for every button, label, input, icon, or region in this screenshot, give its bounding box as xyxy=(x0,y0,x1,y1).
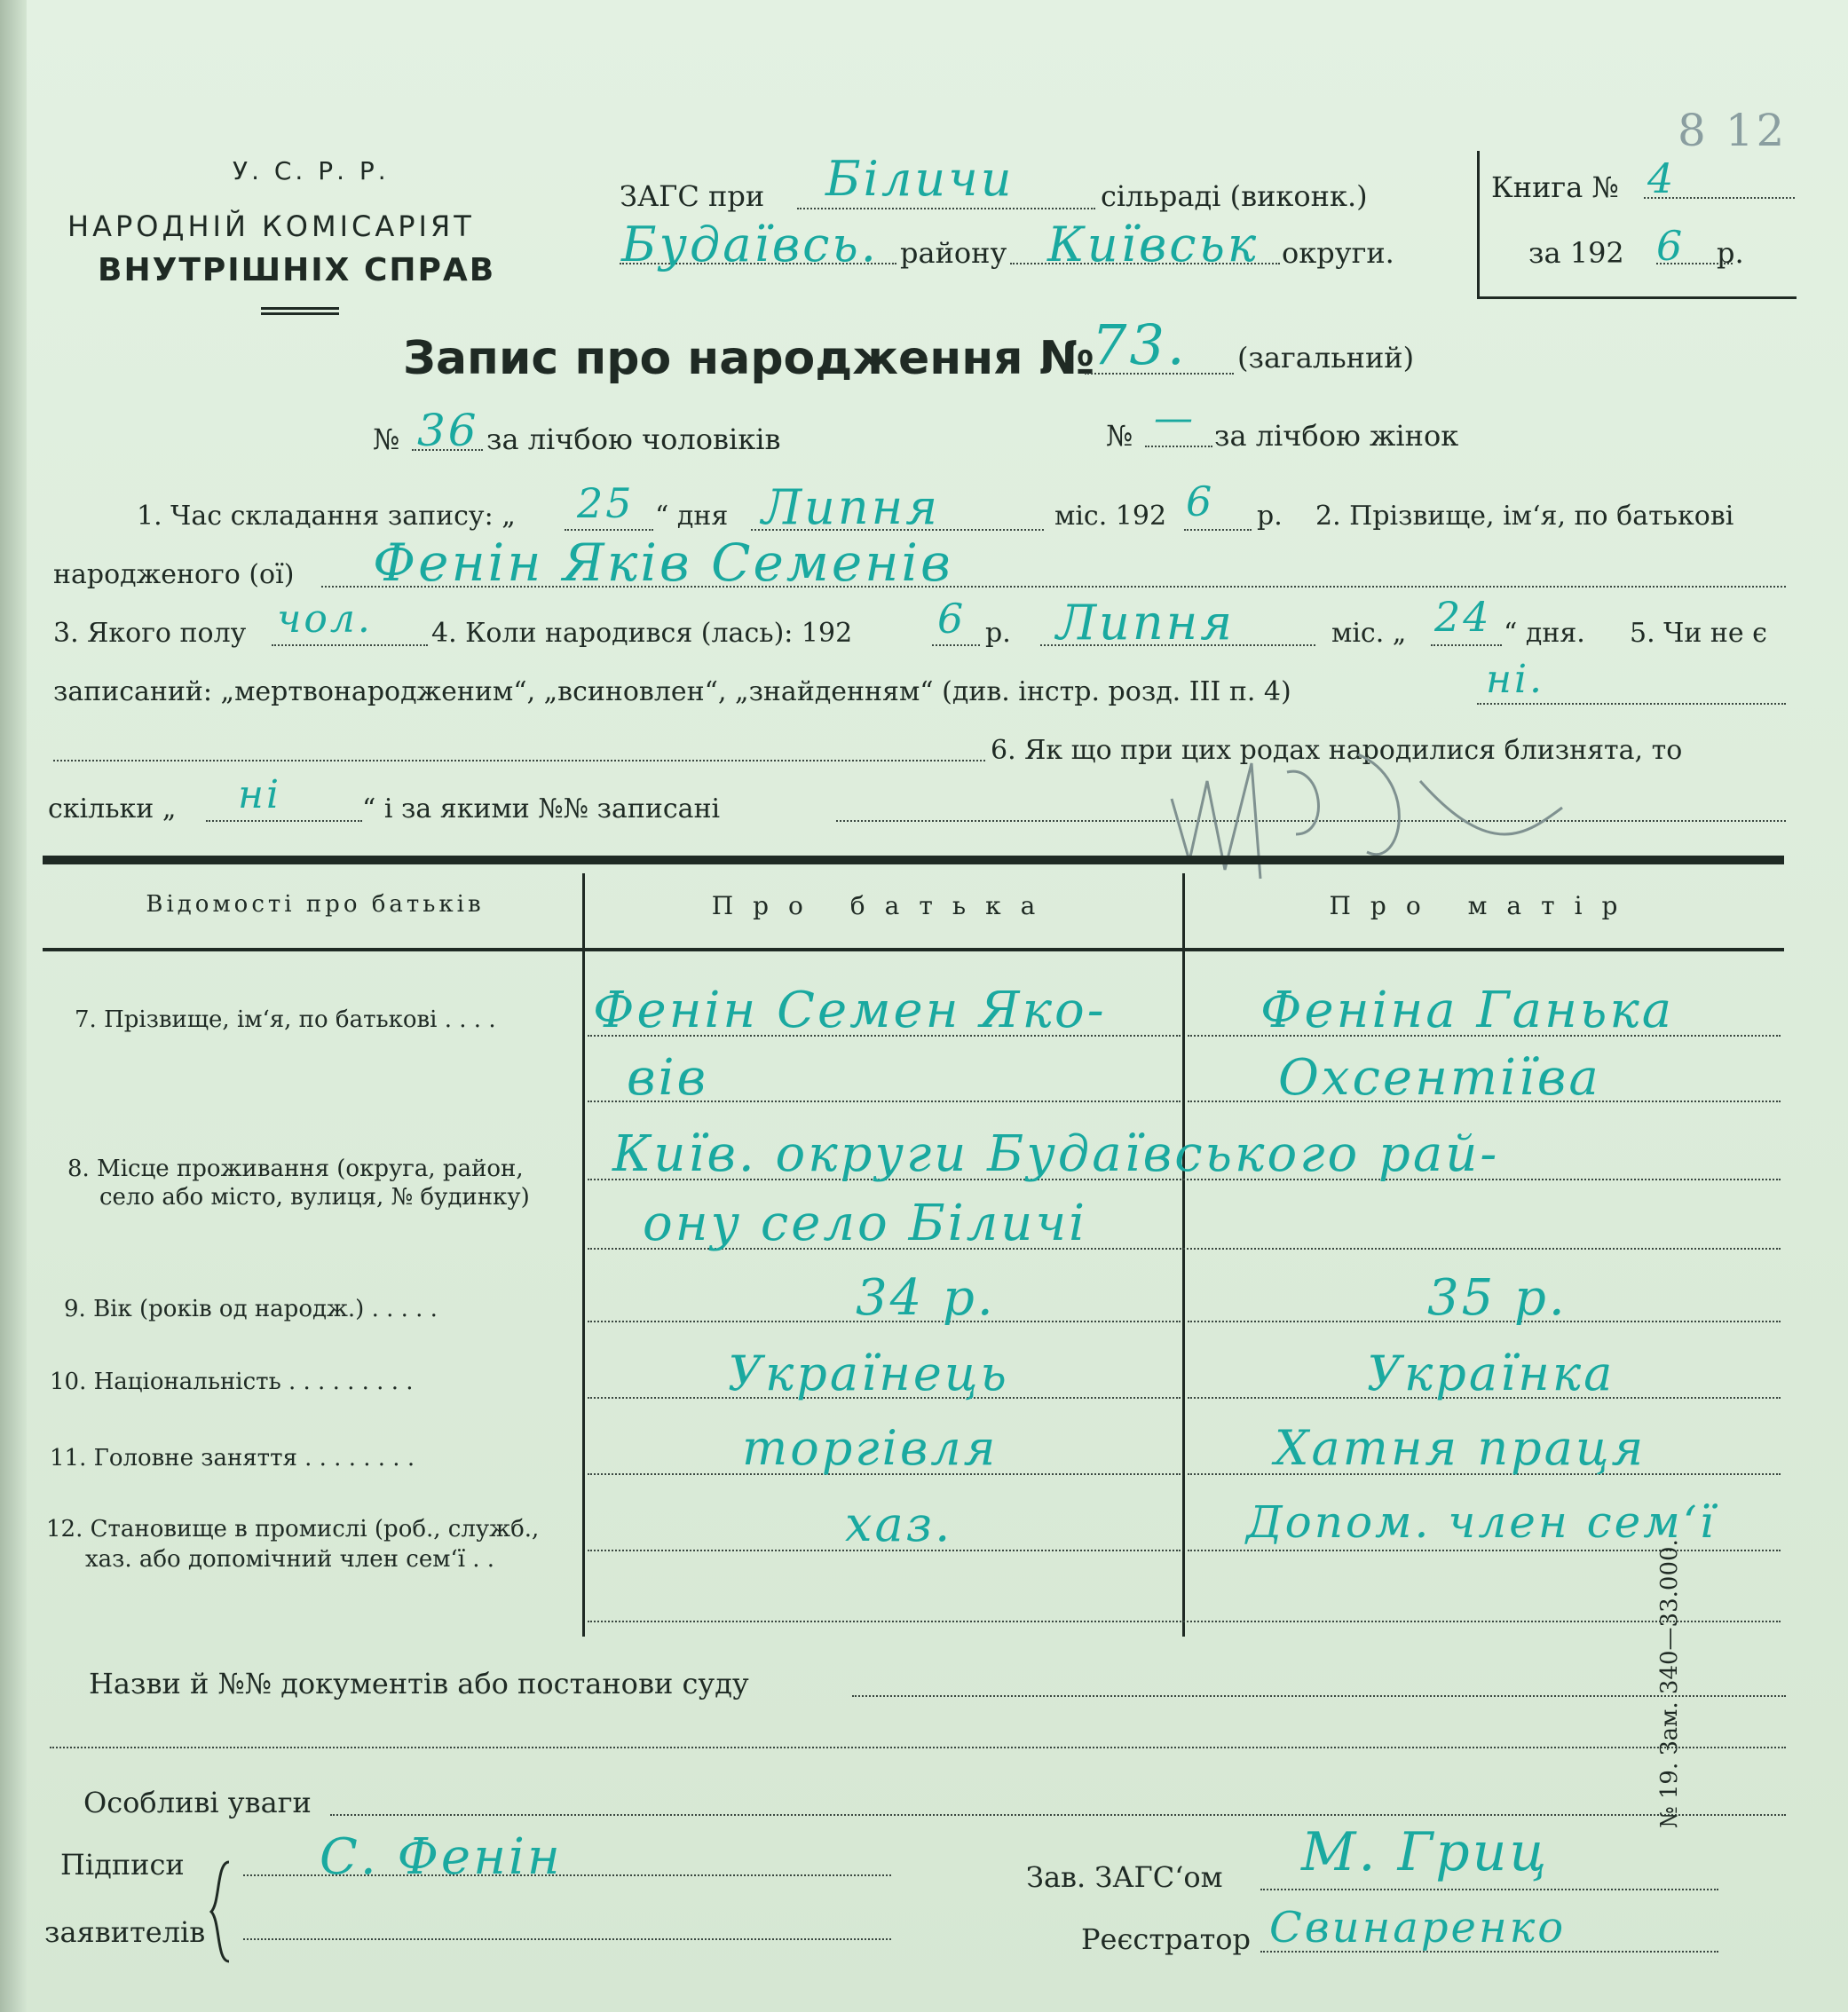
zags-handwritten: Біличи xyxy=(825,151,1015,207)
book-box-left xyxy=(1477,151,1480,298)
head-signature: М. Гриц xyxy=(1301,1821,1550,1883)
men-no-label: № xyxy=(373,422,400,456)
applicant-line-2 xyxy=(243,1938,891,1940)
row-8-label-2: село або місто, вулиця, № будинку) xyxy=(99,1184,530,1211)
field-4-dnya: “ дня. xyxy=(1504,618,1585,649)
women-line xyxy=(1145,446,1212,447)
record-number-handwritten: 73. xyxy=(1092,312,1188,377)
notes-label: Особливі уваги xyxy=(83,1786,312,1819)
field-5-line2: записаний: „мертвонародженим“, „всиновлен“, „знайденням“ (див. інстр. розд. III п. 4) xyxy=(53,676,1291,707)
row-12-mother: Допом. член сем‘ї xyxy=(1246,1496,1717,1548)
rayon-handwritten: Будаївсь. xyxy=(621,217,879,272)
registrar-label: Реєстратор xyxy=(1081,1922,1252,1956)
field-1-mis: міс. 192 xyxy=(1054,501,1167,532)
row-8-residence: Київ. округи Будаївського рай- xyxy=(612,1125,1500,1183)
year-handwritten: 6 xyxy=(1656,222,1686,270)
row-7-mother: Феніна Ганька xyxy=(1260,982,1675,1039)
zags-label: ЗАГС при xyxy=(620,179,765,213)
table-col-divider-2 xyxy=(1182,873,1185,1637)
col-parents-header: Відомості про батьків xyxy=(146,891,485,918)
born-label: народженого (ої) xyxy=(53,559,295,590)
row-9-mother: 35 р. xyxy=(1427,1269,1568,1327)
row-8-label: 8. Місце проживання (округа, район, xyxy=(67,1156,524,1182)
docs-line-2 xyxy=(50,1747,1786,1748)
side-print: № 19. Зам. 340—33.000. xyxy=(1656,1539,1683,1828)
zags-line xyxy=(797,208,1095,209)
women-label: за лічбою жінок xyxy=(1214,419,1459,453)
head-label: Зав. ЗАГС‘ом xyxy=(1026,1860,1223,1894)
year-label: за 192 xyxy=(1528,236,1624,270)
rayonu-label: району xyxy=(900,236,1007,270)
book-label: Книга № xyxy=(1491,170,1619,204)
field-3-label: 3. Якого полу xyxy=(53,618,247,649)
col-mother-header: Про матір xyxy=(1329,891,1638,920)
page-title: Запис про народження № xyxy=(403,332,1095,385)
field-5-label: 5. Чи не є xyxy=(1630,618,1767,649)
row-12-mother-line xyxy=(1188,1550,1781,1551)
ussr-label: У. С. Р. Р. xyxy=(233,156,390,185)
paper-edge xyxy=(0,0,27,2012)
row-7-mother-2: Охсентіїва xyxy=(1278,1049,1601,1107)
zapysani-label: “ і за якими №№ записані xyxy=(362,793,721,825)
row-12-label: 12. Становище в промислі (роб., служб., xyxy=(46,1516,540,1543)
header-rule-2 xyxy=(261,312,339,315)
row-12-father: хаз. xyxy=(845,1496,953,1552)
field-1-label: 1. Час складання запису: „ xyxy=(137,501,516,532)
twins-handwritten: ні xyxy=(238,772,282,817)
okrugy-label: округи. xyxy=(1282,236,1394,270)
row-7-father: Фенін Семен Яко- xyxy=(593,982,1107,1039)
row-9-father: 34 р. xyxy=(856,1269,996,1327)
row-9-label: 9. Вік (років од народж.) . . . . . xyxy=(64,1296,438,1322)
row-10-father: Українець xyxy=(728,1345,1009,1401)
field-1-month-handwritten: Липня xyxy=(762,479,940,535)
field-1-year-line xyxy=(1184,529,1252,531)
docs-line xyxy=(852,1695,1786,1697)
field-4-year-line xyxy=(932,644,980,646)
internal-affairs-label: ВНУТРІШНІХ СПРАВ xyxy=(98,252,496,288)
row-7-father-2: вів xyxy=(627,1049,709,1107)
field-4-day-line xyxy=(1431,644,1502,646)
field-1-r: р. xyxy=(1257,501,1283,532)
pencil-scribble-icon xyxy=(1154,728,1580,905)
skilky-label: скільки „ xyxy=(48,793,177,825)
born-name-handwritten: Фенін Яків Семенів xyxy=(373,533,953,593)
sex-line xyxy=(272,644,428,646)
row-10-label: 10. Національність . . . . . . . . . xyxy=(50,1369,414,1395)
book-handwritten: 4 xyxy=(1647,154,1677,202)
field-5-extra-line xyxy=(53,760,985,761)
registrar-signature: Свинаренко xyxy=(1269,1903,1567,1953)
okrug-handwritten: Київськ xyxy=(1047,217,1260,272)
selradi-label: сільраді (виконк.) xyxy=(1101,179,1368,213)
field-2-label: 2. Прізвище, ім‘я, по батькові xyxy=(1315,501,1734,532)
women-no-label: № xyxy=(1106,419,1133,453)
field-4-month-handwritten: Липня xyxy=(1056,595,1235,651)
men-number-handwritten: 36 xyxy=(417,405,479,456)
docs-label: Назви й №№ документів або постанови суду xyxy=(89,1667,749,1700)
row-11-mother: Хатня праця xyxy=(1275,1420,1647,1476)
corner-pencil-note: 8 12 xyxy=(1678,105,1788,156)
field-1-day-line xyxy=(565,529,653,531)
year-r-label: р. xyxy=(1717,236,1744,270)
row-12-label-2: хаз. або допомічний член сем‘ї . . xyxy=(85,1546,495,1573)
field-1-day-handwritten: 25 xyxy=(577,479,635,527)
field-1-dnya: “ дня xyxy=(655,501,729,532)
field-4-label: 4. Коли народився (лась): 192 xyxy=(431,618,853,649)
table-header-rule xyxy=(43,948,1784,951)
table-extra-line xyxy=(588,1621,1781,1622)
header-rule xyxy=(261,307,339,310)
commissariat-label: НАРОДНІЙ КОМІСАРІЯТ xyxy=(67,209,475,243)
field-4-r: р. xyxy=(985,618,1011,649)
women-number-handwritten: — xyxy=(1154,396,1196,441)
field-1-year-handwritten: 6 xyxy=(1186,477,1215,525)
general-label: (загальний) xyxy=(1237,341,1415,375)
signatures-label: Підписи xyxy=(60,1848,185,1882)
row-11-label: 11. Головне заняття . . . . . . . . xyxy=(50,1445,415,1472)
table-col-divider-1 xyxy=(582,873,585,1637)
field-4-year-handwritten: 6 xyxy=(937,595,967,643)
book-box-bottom xyxy=(1477,296,1797,299)
field-5-handwritten: ні. xyxy=(1486,657,1545,702)
field-4-day-handwritten: 24 xyxy=(1434,593,1492,641)
applicant-signature: С. Фенін xyxy=(320,1828,563,1886)
men-label: за лічбою чоловіків xyxy=(486,422,781,456)
brace-icon xyxy=(208,1858,234,1965)
col-father-header: Про батька xyxy=(711,891,1055,920)
field-6-label: 6. Як що при цих родах народилися близнята, то xyxy=(991,735,1683,766)
row-8-residence-2: ону село Біличі xyxy=(643,1195,1088,1252)
row-7-label: 7. Прізвище, ім‘я, по батькові . . . . xyxy=(75,1006,496,1033)
notes-line xyxy=(330,1814,1786,1816)
applicants-label: заявителів xyxy=(44,1915,206,1949)
twins-line xyxy=(206,820,362,822)
field-5-line xyxy=(1477,703,1786,705)
head-line xyxy=(1260,1889,1718,1890)
row-10-mother: Українка xyxy=(1367,1345,1615,1401)
field-4-mis: міс. „ xyxy=(1331,618,1407,649)
table-top-rule xyxy=(43,856,1784,864)
row-11-father: торгівля xyxy=(742,1420,999,1476)
sex-handwritten: чол. xyxy=(277,596,373,642)
